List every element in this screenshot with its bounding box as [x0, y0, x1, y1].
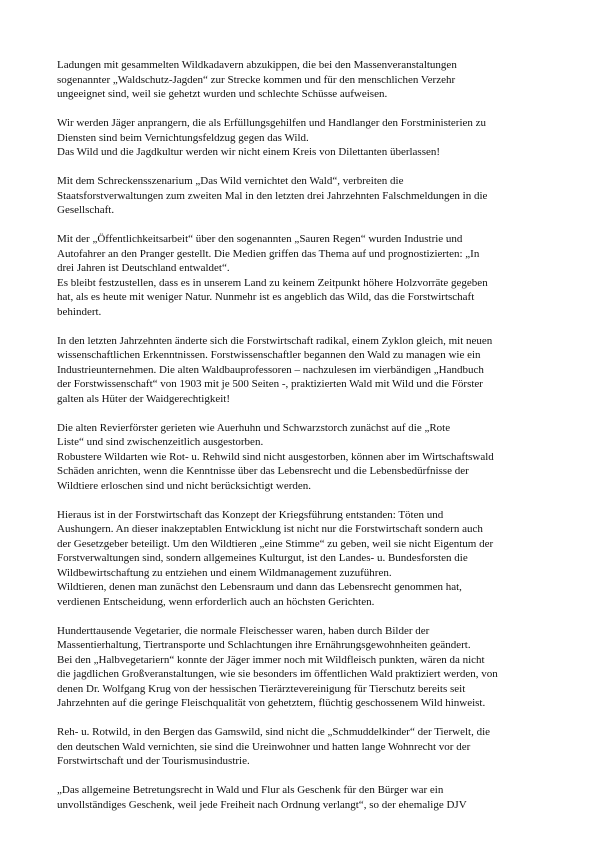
text-line: galten als Hüter der Waidgerechtigkeit!: [57, 392, 231, 405]
paragraph: [57, 232, 557, 319]
text-line: Wildtiere erloschen sind und nicht berücksichtigt werden.: [57, 479, 312, 492]
text-line: Es bleibt festzustellen, dass es in unserem Land zu keinem Zeitpunkt höhere Holzvorräte gegeben: [57, 276, 488, 289]
text-line: Forstverwaltungen sind, sondern allgemeines Kulturgut, ist den Landes- u. Bundesforsten die: [57, 552, 468, 564]
paragraph: [57, 116, 557, 160]
text-line: Autofahrer an den Pranger gestellt. Die Medien griffen das Thema auf und prognostizierten: „In: [57, 247, 480, 260]
text-line: Wildtieren, denen man zunächst den Lebensraum und dann das Lebensrecht genommen hat,: [57, 581, 462, 593]
paragraph: [57, 58, 557, 102]
text-line: denen Dr. Wolfgang Krug von der hessischen Tierärztevereinigung für Tierschutz bereits seit: [57, 682, 466, 695]
text-line: der Gesetzgeber beteiligt. Um den Wildtieren „eine Stimme“ zu geben, weil sie nicht Eigentum der: [57, 537, 494, 550]
text-line: Jahrzehnten auf die geringe Fleischqualität von gehetztem, flüchtig geschossenem Wild hinweist.: [57, 697, 486, 709]
paragraph: [57, 508, 557, 610]
paragraph: [57, 624, 557, 711]
text-line: Das Wild und die Jagdkultur werden wir nicht einem Kreis von Dilettanten überlassen!: [57, 146, 441, 158]
text-line: Diensten sind beim Vernichtungsfeldzug gegen das Wild.: [57, 131, 309, 144]
paragraph: [57, 334, 557, 407]
text-line: hat, als es heute mit weniger Natur. Nunmehr ist es angeblich das Wild, das die Forstwirtschaft: [57, 291, 475, 303]
paragraph: [57, 174, 557, 218]
document-body: [57, 58, 557, 827]
text-line: Forstwirtschaft und der Tourismusindustrie.: [57, 755, 250, 767]
text-line: Hunderttausende Vegetarier, die normale Fleischesser waren, haben durch Bilder der: [57, 624, 430, 637]
text-line: ungeeignet sind, weil sie gehetzt wurden und schlechte Schüsse aufweisen.: [57, 88, 388, 100]
text-line: Bei den „Halbvegetariern“ konnte der Jäger immer noch mit Wildfleisch punkten, wären da nicht: [57, 653, 485, 666]
text-line: Staatsforstverwaltungen zum zweiten Mal in den letzten drei Jahrzehnten Falschmeldungen in die: [57, 189, 488, 202]
text-line: Wildbewirtschaftung zu entziehen und einem Wildmanagement zuzuführen.: [57, 566, 392, 579]
text-line: Aushungern. An dieser inakzeptablen Entwicklung ist nicht nur die Forstwirtschaft sondern auch: [57, 523, 483, 535]
text-line: Liste“ und sind zwischenzeitlich ausgestorben.: [57, 436, 264, 448]
text-line: wissenschaftlichen Erkenntnissen. Forstwissenschaftler begannen den Wald zu managen wie ein: [57, 349, 481, 361]
text-line: behindert.: [57, 305, 102, 318]
text-line: Reh- u. Rotwild, in den Bergen das Gamswild, sind nicht die „Schmuddelkinder“ der Tierwelt, die: [57, 726, 491, 738]
text-line: Schäden anrichten, wenn die Kenntnisse über das Lebensrecht und die Lebensbedürfnisse der: [57, 465, 469, 477]
text-line: In den letzten Jahrzehnten änderte sich die Forstwirtschaft radikal, einem Zyklon gleich, mit neuen: [57, 334, 493, 347]
text-line: sogenannter „Waldschutz-Jagden“ zur Strecke kommen und für den menschlichen Verzehr: [57, 73, 456, 86]
text-line: Industrieunternehmen. Die alten Waldbauprofessoren – nachzulesen im vierbändigen „Handbuch: [57, 363, 484, 376]
text-line: Robustere Wildarten wie Rot- u. Rehwild sind nicht ausgestorben, können aber im Wirtschaftswald: [57, 450, 494, 463]
text-line: Ladungen mit gesammelten Wildkadavern abzukippen, die bei den Massenveranstaltungen: [57, 59, 457, 71]
text-line: verdienen Entscheidung, wenn erforderlich auch an höchsten Gerichten.: [57, 595, 375, 608]
text-line: der Forstwissenschaft“ von 1903 mit je 500 Seiten -, praktizierten Wald mit Wild und die Förster: [57, 378, 483, 390]
paragraph: [57, 725, 557, 769]
text-line: drei Jahren ist Deutschland entwaldet“.: [57, 262, 230, 274]
text-line: Hieraus ist in der Forstwirtschaft das Konzept der Kriegsführung entstanden: Töten und: [57, 508, 444, 521]
text-line: Die alten Revierförster gerieten wie Auerhuhn und Schwarzstorch zunächst auf die „Rote: [57, 421, 451, 434]
paragraph: [57, 421, 557, 494]
text-line: die jagdlichen Großveranstaltungen, wie sie besonders im öffentlichen Wald praktiziert werden, von: [57, 668, 498, 680]
text-line: Massentierhaltung, Tiertransporte und Schlachtungen ihre Ernährungsgewohnheiten geändert.: [57, 639, 471, 651]
text-line: Mit dem Schreckensszenarium „Das Wild vernichtet den Wald“, verbreiten die: [57, 175, 404, 187]
text-line: Gesellschaft.: [57, 204, 115, 216]
text-line: Wir werden Jäger anprangern, die als Erfüllungsgehilfen und Handlanger den Forstministerien zu: [57, 117, 487, 129]
text-line: „Das allgemeine Betretungsrecht in Wald und Flur als Geschenk für den Bürger war ein: [57, 784, 444, 796]
text-line: den deutschen Wald vernichten, sie sind die Ureinwohner und hatten lange Wohnrecht vor der: [57, 740, 471, 753]
text-line: unvollständiges Geschenk, weil jede Freiheit nach Ordnung verlangt“, so der ehemalige DJV: [57, 798, 467, 811]
text-line: Mit der „Öffentlichkeitsarbeit“ über den sogenannten „Sauren Regen“ wurden Industrie und: [57, 233, 463, 245]
paragraph: [57, 783, 557, 812]
